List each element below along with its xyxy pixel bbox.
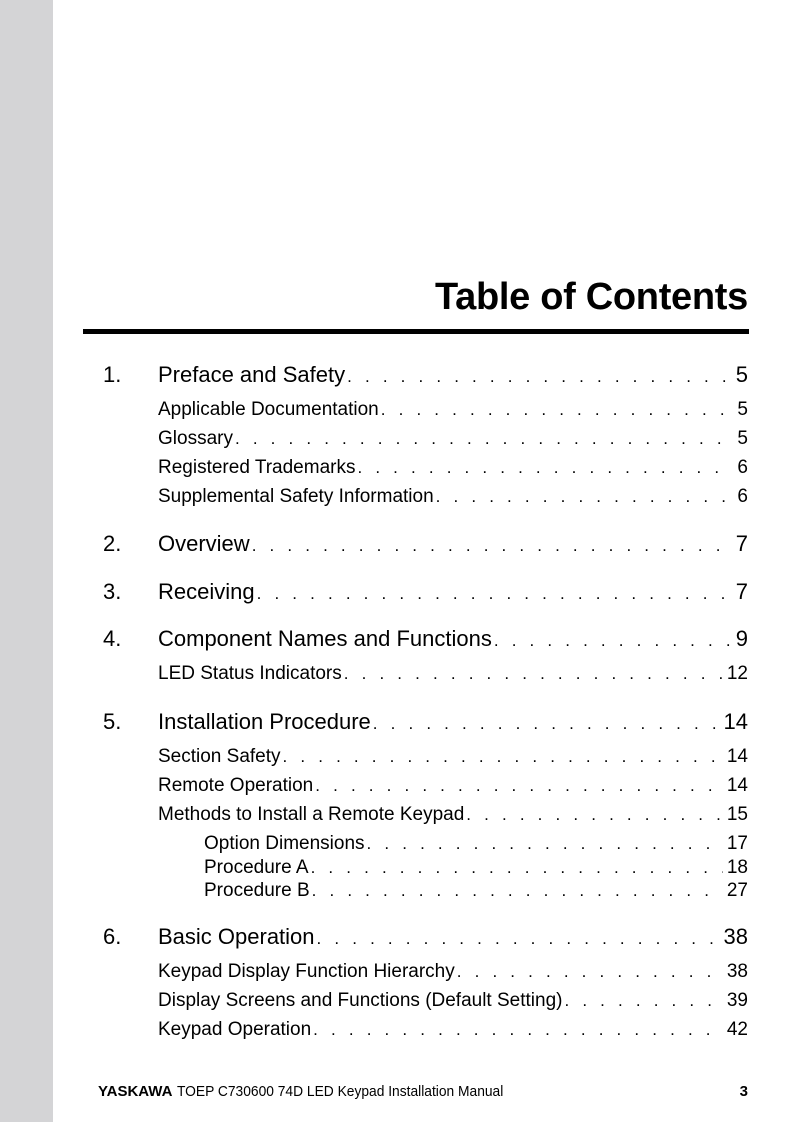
dot-leader [235,429,733,449]
toc-page-number: 27 [726,880,748,901]
toc-page-number: 7 [735,531,748,556]
dot-leader [436,487,734,507]
dot-leader [466,805,723,825]
toc-entry-overview[interactable] [103,531,748,557]
dot-leader [347,367,732,387]
toc-page-number: 9 [735,626,748,651]
toc-entry-label: Remote Operation [158,775,314,796]
toc-entry-label: Receiving [158,579,255,604]
toc-page-number: 5 [737,399,748,420]
toc-entry-basic-operation[interactable] [103,924,748,950]
toc-page-number: 38 [723,924,748,949]
toc-entry-label: Installation Procedure [158,709,371,734]
toc-section-number: 4. [103,626,122,651]
toc-entry-installation-procedure[interactable] [103,709,748,735]
toc-entry-section-safety[interactable] [158,746,748,768]
dot-leader [311,858,723,878]
toc-page-number: 14 [726,775,748,796]
toc-entry-label: LED Status Indicators [158,663,342,684]
toc-page-number: 39 [726,990,748,1011]
toc-entry-label: Procedure A [204,857,309,878]
toc-entry-remote-operation[interactable] [158,775,748,797]
toc-page-number: 12 [726,663,748,684]
dot-leader [252,536,732,556]
toc-entry-label: Keypad Operation [158,1019,312,1040]
toc-page-number: 5 [737,428,748,449]
toc-entry-applicable-documentation[interactable] [158,399,748,421]
toc-section-number: 1. [103,362,122,387]
toc-page-number: 6 [737,486,748,507]
toc-entry-label: Basic Operation [158,924,315,949]
toc-entry-label: Overview [158,531,250,556]
dot-leader [344,664,723,684]
dot-leader [367,834,723,854]
toc-page-number: 6 [737,457,748,478]
toc-entry-receiving[interactable] [103,579,748,605]
toc-entry-supplemental-safety[interactable] [158,486,748,508]
toc-entry-label: Glossary [158,428,233,449]
toc-entry-preface-and-safety[interactable] [103,362,748,388]
toc-entry-option-dimensions[interactable] [204,833,748,855]
toc-page-number: 5 [735,362,748,387]
toc-page-number: 7 [735,579,748,604]
toc-entry-procedure-b[interactable] [204,880,748,902]
footer-manual-title: TOEP C730600 74D LED Keypad Installation Manual [176,1083,503,1100]
toc-entry-label: Methods to Install a Remote Keypad [158,804,465,825]
toc-entry-keypad-operation[interactable] [158,1019,748,1041]
toc-entry-registered-trademarks[interactable] [158,457,748,479]
dot-leader [457,962,723,982]
toc-page-number: 14 [723,709,748,734]
toc-entry-label: Preface and Safety [158,362,346,387]
toc-entry-label: Applicable Documentation [158,399,379,420]
toc-entry-label: Option Dimensions [204,833,365,854]
toc-entry-display-screens[interactable] [158,990,748,1012]
dot-leader [257,584,732,604]
page-footer [98,1083,748,1100]
dot-leader [357,458,733,478]
toc-entry-label: Registered Trademarks [158,457,356,478]
dot-leader [313,1020,723,1040]
dot-leader [381,400,734,420]
toc-page-number: 17 [726,833,748,854]
toc-section-number: 6. [103,924,122,949]
toc-entry-label: Supplemental Safety Information [158,486,434,507]
toc-entry-keypad-display-hierarchy[interactable] [158,961,748,983]
toc-entry-component-names[interactable] [103,626,748,652]
toc-entry-label: Display Screens and Functions (Default Setting) [158,990,563,1011]
toc-entry-methods-install-keypad[interactable] [158,804,748,826]
dot-leader [564,991,722,1011]
page-title: Table of Contents [435,276,748,318]
toc-entry-label: Section Safety [158,746,281,767]
toc-entry-label: Procedure B [204,880,310,901]
toc-page-number: 15 [726,804,748,825]
footer-page-number: 3 [739,1083,748,1100]
toc-entry-label: Keypad Display Function Hierarchy [158,961,455,982]
dot-leader [373,714,720,734]
dot-leader [283,747,723,767]
toc-page-number: 18 [726,857,748,878]
toc-page-number: 38 [726,961,748,982]
toc-entry-procedure-a[interactable] [204,857,748,879]
toc-page-number: 14 [726,746,748,767]
toc-section-number: 3. [103,579,122,604]
toc-section-number: 2. [103,531,122,556]
toc-entry-label: Component Names and Functions [158,626,492,651]
toc-entry-led-status-indicators[interactable] [158,663,748,685]
footer-brand: YASKAWA [98,1083,173,1100]
dot-leader [317,929,720,949]
dot-leader [315,776,723,796]
toc-entry-glossary[interactable] [158,428,748,450]
dot-leader [312,881,723,901]
toc-section-number: 5. [103,709,122,734]
toc-page-number: 42 [726,1019,748,1040]
footer-document-title [98,1083,531,1100]
dot-leader [494,631,732,651]
